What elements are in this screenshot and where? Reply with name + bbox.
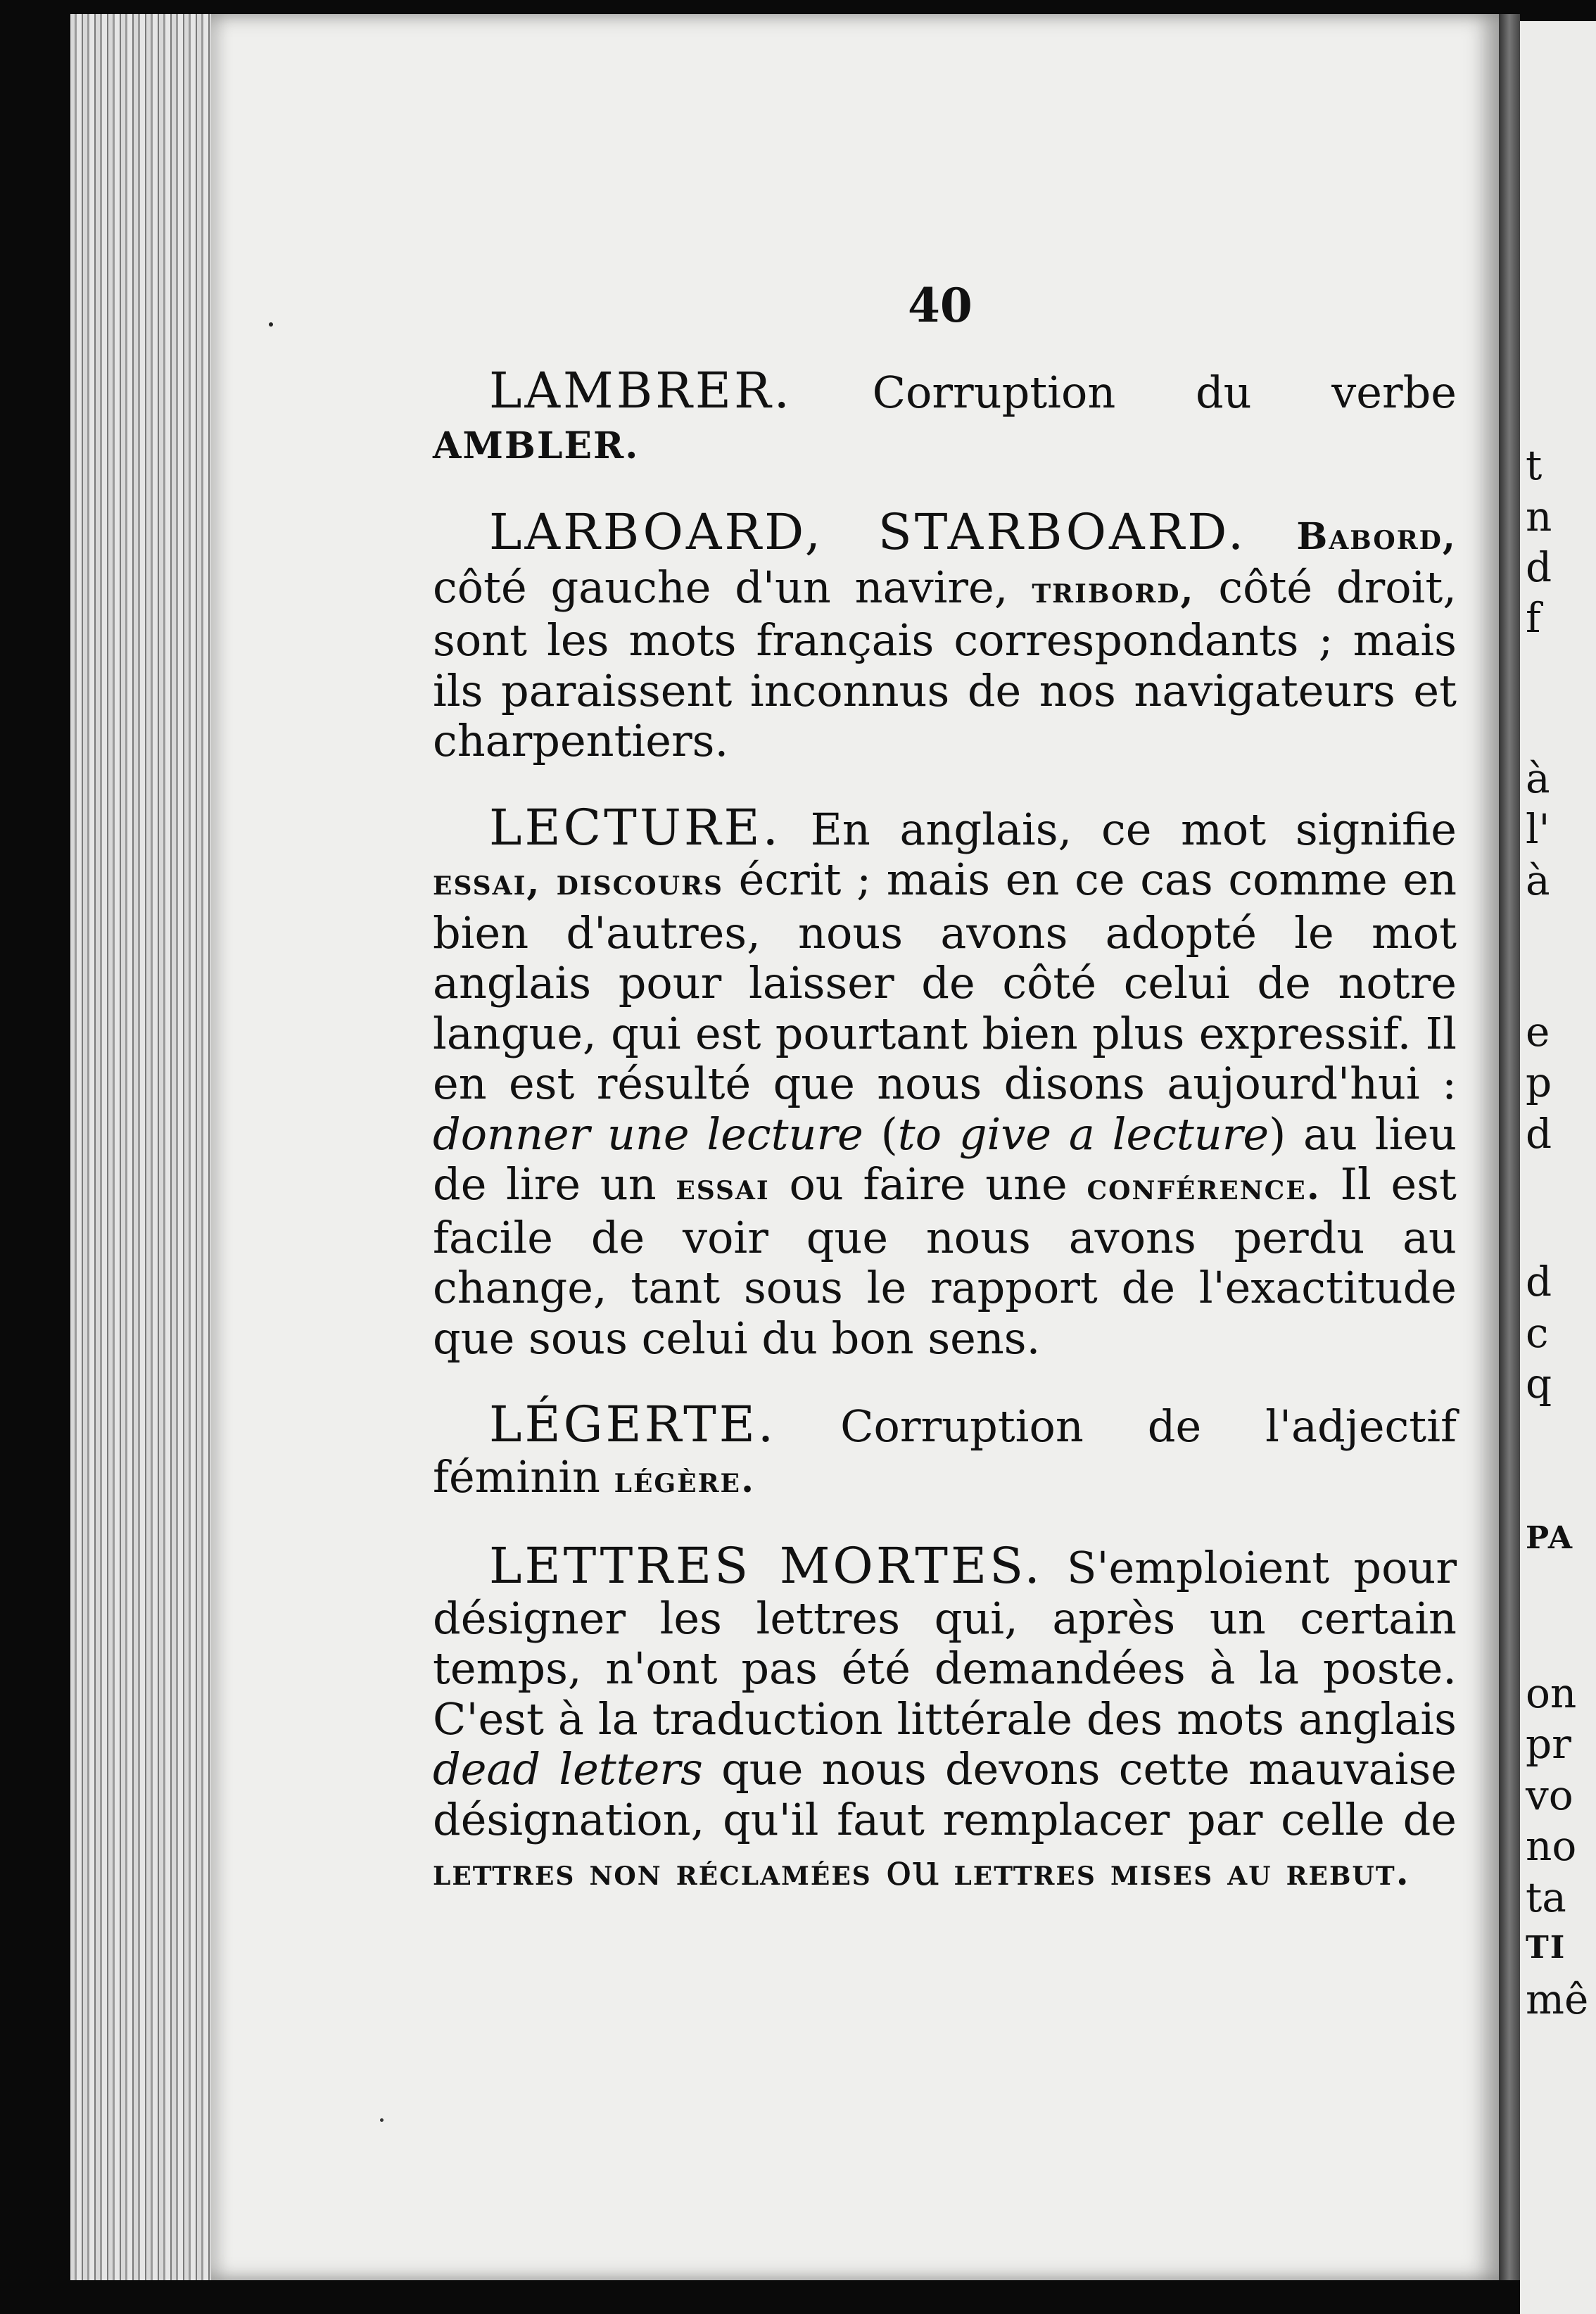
dictionary-entries [433, 362, 1457, 1935]
adjacent-page-fragment: t n d f à l' à e p d d c q PA on pr vo no ta TI mê [1520, 21, 1596, 2314]
entry-small-caps: lettres non réclamées [433, 1851, 872, 1894]
entry-italic: to give a lecture [897, 1108, 1269, 1160]
entry-headword: LARBOARD, STARBOARD. [489, 503, 1247, 561]
entry-text: Corruption du verbe [872, 367, 1457, 418]
entry-text: écrit ; mais en ce cas comme en bien d'autres, nous avons adopté le mot anglais pour laisser de côté celui de notre langue, qui est pourtant bien plus expressif. Il en est résulté que nous disons aujourd'hui : [433, 854, 1457, 1109]
entry-lecture [433, 798, 1457, 1364]
entry-text: S'emploient pour désigner les lettres qui, après un certain temps, n'ont pas été demandées à la poste. C'est à la traduction littérale des mots anglais [433, 1542, 1457, 1745]
entry-lambrer [433, 362, 1457, 471]
entry-text: ou [885, 1844, 940, 1895]
book-gutter [1499, 14, 1520, 2280]
entry-text: En anglais, ce mot signifie [810, 803, 1457, 855]
page-block-edge [70, 14, 211, 2280]
entry-legerte [433, 1396, 1457, 1505]
entry-small-caps: essai [676, 1165, 770, 1208]
entry-small-caps: légère. [614, 1458, 756, 1501]
entry-small-caps: conférence. [1087, 1165, 1321, 1208]
entry-text: Il est facile de voir que nous avons perdu au change, tant sous le rapport de l'exactitude que sous celui du bon sens. [433, 1158, 1457, 1364]
entry-headword: LAMBRER. [489, 362, 792, 419]
entry-lettres-mortes [433, 1537, 1457, 1898]
entry-text: ) au lieu de lire un [433, 1108, 1457, 1210]
entry-text: que nous devons cette mauvaise désignation, qu'il faut remplacer par celle de [433, 1743, 1457, 1845]
entry-headword: LETTRES MORTES. [489, 1537, 1043, 1595]
entry-text: côté droit, sont les mots français correspondants ; mais ils paraissent inconnus de nos navigateurs et charpentiers. [433, 561, 1457, 766]
entry-larboard [433, 503, 1457, 766]
entry-small-caps: essai, discours [433, 861, 723, 904]
entry-text: ou faire une [789, 1158, 1068, 1210]
entry-headword: LECTURE. [489, 798, 781, 856]
entry-text: côté gauche d'un navire, [433, 561, 1008, 613]
page-number: 40 [908, 278, 973, 333]
entry-text: ( [880, 1108, 898, 1160]
entry-small-caps: Babord, [1296, 515, 1457, 558]
speck-mark [269, 322, 273, 327]
entry-headword: LÉGERTE. [489, 1396, 777, 1453]
entry-small-caps: AMBLER. [433, 424, 640, 467]
entry-small-caps: tribord, [1032, 568, 1195, 612]
speck-mark [380, 2118, 384, 2122]
entry-text: Corruption de l'adjectif féminin [433, 1401, 1457, 1503]
entry-small-caps: lettres mises au rebut. [954, 1851, 1410, 1894]
entry-italic: dead letters [433, 1743, 703, 1795]
entry-italic: donner une lecture [433, 1108, 863, 1160]
